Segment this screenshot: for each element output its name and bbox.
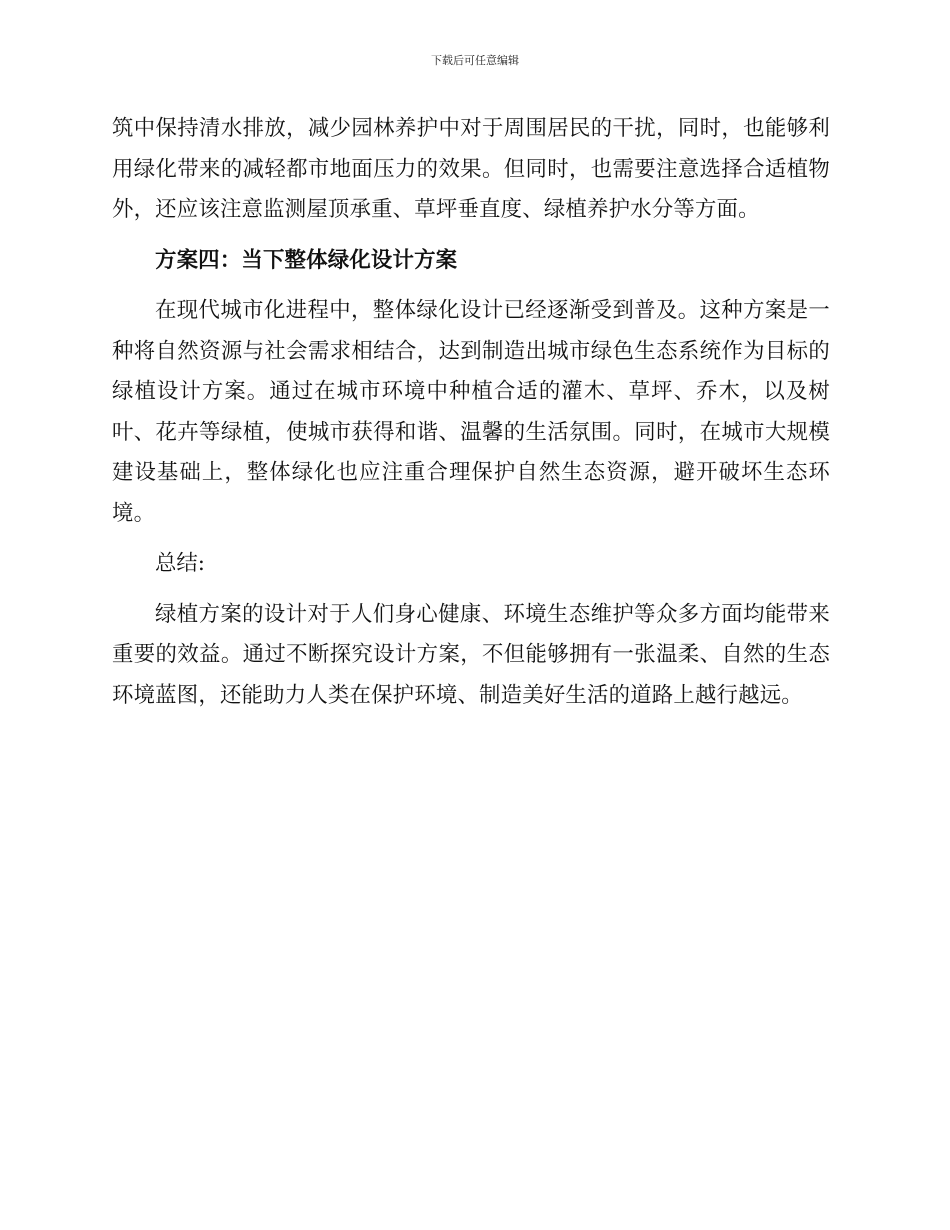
paragraph-plan-four: 在现代城市化进程中，整体绿化设计已经逐渐受到普及。这种方案是一种将自然资源与社会需求相结合，达到制造出城市绿色生态系统作为目标的绿植设计方案。通过在城市环境中种植合适的灌木、草坪、乔木，以及树叶、花卉等绿植，使城市获得和谐、温馨的生活氛围。同时，在城市大规模建设基础上，整体绿化也应注重合理保护自然生态资源，避开破坏生态环境。 [112, 298, 830, 526]
page-header-note: 下载后可任意编辑 [431, 54, 519, 67]
summary-label: 总结: [155, 551, 205, 576]
paragraph-summary: 绿植方案的设计对于人们身心健康、环境生态维护等众多方面均能带来重要的效益。通过不断探究设计方案，不但能够拥有一张温柔、自然的生态环境蓝图，还能助力人类在保护环境、制造美好生活的道路上越行越远。 [112, 601, 830, 708]
paragraph-continuation: 筑中保持清水排放，减少园林养护中对于周围居民的干扰，同时，也能够利用绿化带来的减轻都市地面压力的效果。但同时，也需要注意选择合适植物外，还应该注意监测屋顶承重、草坪垂直度、绿植养护水分等方面。 [112, 116, 830, 222]
document-body [112, 109, 830, 726]
section-heading-plan-four: 方案四：当下整体绿化设计方案 [155, 247, 458, 273]
